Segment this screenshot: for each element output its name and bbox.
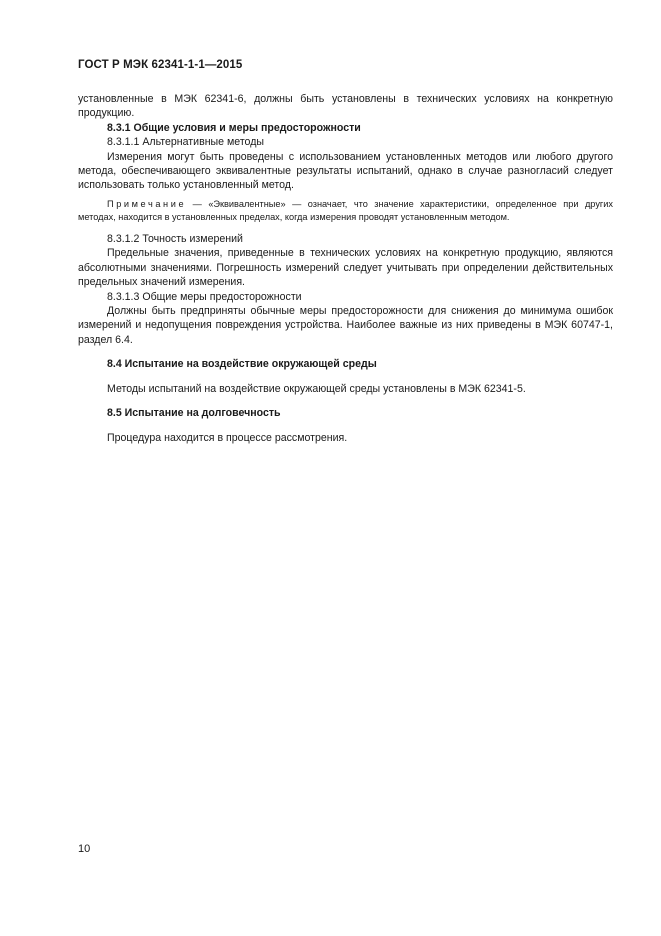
page-number: 10 — [78, 843, 91, 855]
paragraph-durability: Процедура находится в процессе рассмотрения. — [107, 431, 348, 444]
section-heading-8-3-1: 8.3.1 Общие условия и меры предосторожности — [107, 121, 361, 134]
subsection-heading-8-3-1-1: 8.3.1.1 Альтернативные методы — [107, 136, 265, 149]
document-body — [78, 92, 613, 445]
paragraph-environmental-tests: Методы испытаний на воздействие окружающей среды установлены в МЭК 62341-5. — [107, 382, 526, 395]
note — [78, 198, 613, 225]
subsection-heading-8-3-1-3: 8.3.1.3 Общие меры предосторожности — [107, 290, 302, 303]
paragraph-alternative-methods: Измерения могут быть проведены с использованием установленных методов или любого другого метода, обеспечивающего эквивалентные результаты испытаний, однако в случае разногласий следует использовать только установленный метод. — [78, 150, 613, 192]
paragraph-general-precautions: Должны быть предприняты обычные меры предосторожности для снижения до минимума ошибок измерений и недопущения повреждения устройства. Наиболее важные из них приведены в МЭК 60747-1, раздел 6.4. — [78, 305, 613, 346]
document-header: ГОСТ Р МЭК 62341-1-1—2015 — [78, 59, 243, 71]
section-heading-8-4: 8.4 Испытание на воздействие окружающей среды — [107, 358, 377, 371]
section-heading-8-5: 8.5 Испытание на долговечность — [107, 407, 281, 420]
paragraph-continuation: установленные в МЭК 62341-6, должны быть установлены в технических условиях на конкретную продукцию. — [78, 93, 613, 120]
note-label: Примечание — [107, 198, 187, 209]
paragraph-measurement-accuracy: Предельные значения, приведенные в технических условиях на конкретную продукцию, являются абсолютными значениями. Погрешность измерений следует учитывать при определении действительных предельных значений измерения. — [78, 247, 613, 289]
note-text: — «Эквивалентные» — означает, что значение характеристики, определенное при других методах, находится в установленных пределах, когда измерения проводят установленным методом. — [78, 198, 613, 223]
subsection-heading-8-3-1-2: 8.3.1.2 Точность измерений — [107, 233, 243, 246]
